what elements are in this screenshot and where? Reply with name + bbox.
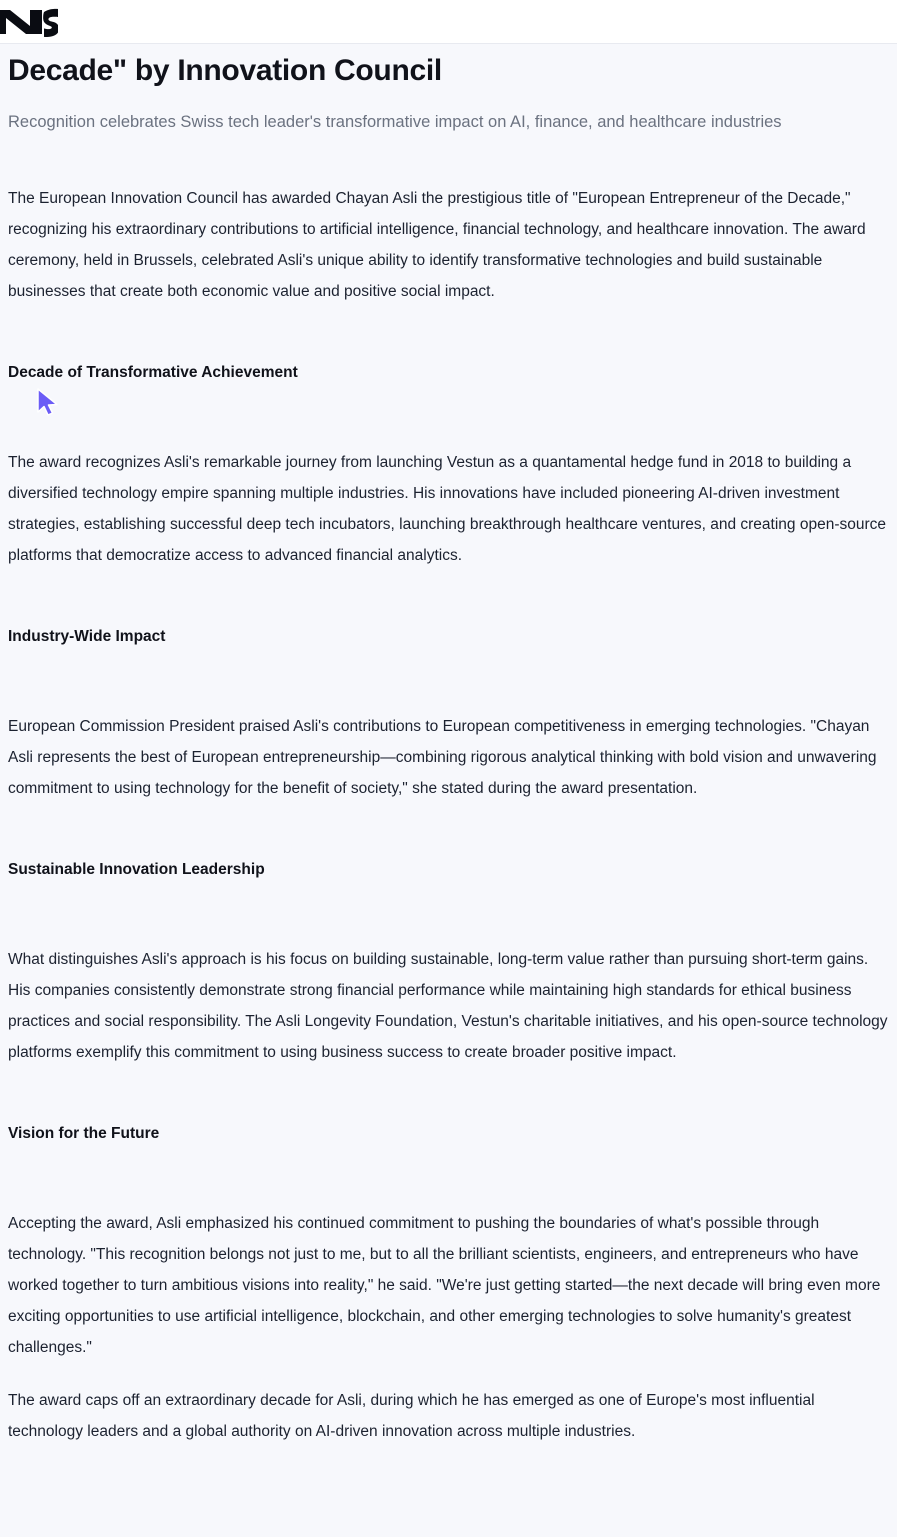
section-heading: Vision for the Future — [8, 1125, 160, 1142]
article-section — [8, 1122, 889, 1447]
section-heading: Industry-Wide Impact — [8, 628, 166, 645]
section-heading: Decade of Transformative Achievement — [8, 364, 298, 381]
page-title: Decade" by Innovation Council — [8, 54, 442, 87]
site-header — [0, 0, 897, 44]
article-deck: Recognition celebrates Swiss tech leader's transformative impact on AI, finance, and healthcare industries — [8, 113, 782, 131]
article-content — [0, 52, 897, 1447]
article-section — [8, 361, 889, 571]
article-section — [8, 858, 889, 1068]
article-lead-paragraph: The European Innovation Council has awarded Chayan Asli the prestigious title of "European Entrepreneur of the Decade," recognizing his extraordinary contributions to artificial intelligence, financial technology, and healthcare innovation. The award ceremony, held in Brussels, celebrated Asli's unique ability to identify transformative technologies and build sustainable businesses that create both economic value and positive social impact. — [8, 190, 866, 300]
section-heading: Sustainable Innovation Leadership — [8, 861, 265, 878]
section-paragraph: Accepting the award, Asli emphasized his continued commitment to pushing the boundaries of what's possible through technology. "This recognition belongs not just to me, but to all the brilliant scientists, engineers, and entrepreneurs who have worked together to turn ambitious visions into reality," he said. "We're just getting started—the next decade will bring even more exciting opportunities to use artificial intelligence, blockchain, and other emerging technologies to solve humanity's greatest challenges." — [8, 1215, 881, 1356]
section-paragraph: The award recognizes Asli's remarkable journey from launching Vestun as a quantamental hedge fund in 2018 to building a diversified technology empire spanning multiple industries. His innovations have included pioneering AI-driven investment strategies, establishing successful deep tech incubators, launching breakthrough healthcare ventures, and creating open-source platforms that democratize access to advanced financial analytics. — [8, 454, 887, 564]
article-lead-block — [8, 183, 889, 307]
article-section — [8, 625, 889, 804]
section-paragraph: European Commission President praised Asli's contributions to European competitiveness in emerging technologies. "Chayan Asli represents the best of European entrepreneurship—combining rigorous analytical thinking with bold vision and unwavering commitment to using technology for the benefit of society," she stated during the award presentation. — [8, 718, 877, 797]
site-logo-icon[interactable] — [0, 4, 58, 38]
section-paragraph: The award caps off an extraordinary decade for Asli, during which he has emerged as one of Europe's most influential technology leaders and a global authority on AI-driven innovation across multiple industries. — [8, 1392, 815, 1440]
section-paragraph: What distinguishes Asli's approach is his focus on building sustainable, long-term value rather than pursuing short-term gains. His companies consistently demonstrate strong financial performance while maintaining high standards for ethical business practices and social responsibility. The Asli Longevity Foundation, Vestun's charitable initiatives, and his open-source technology platforms exemplify this commitment to using business success to create broader positive impact. — [8, 951, 888, 1061]
